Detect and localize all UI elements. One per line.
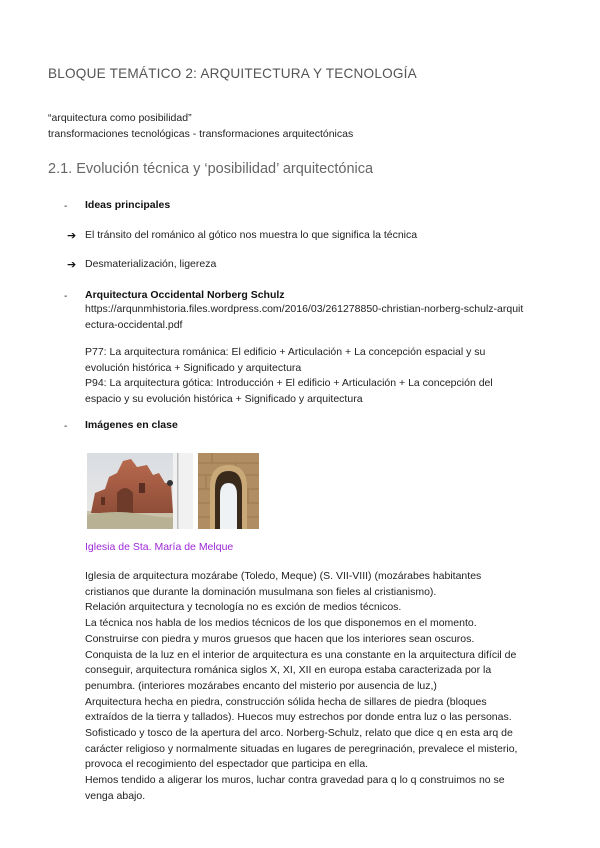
body-paragraph (85, 569, 517, 805)
church-exterior-photo (87, 453, 193, 529)
body-line: Arquitectura hecha en piedra, construcción sólida hecha de sillares de piedra (bloques (85, 695, 487, 708)
bullet-dash: - (64, 291, 68, 302)
bullet-dash: - (64, 421, 68, 432)
body-line: Iglesia de arquitectura mozárabe (Toledo, Meque) (S. VII-VIII) (mozárabes habitantes (85, 570, 482, 582)
horseshoe-arch-photo (198, 453, 259, 529)
ideas-heading: Ideas principales (85, 199, 171, 211)
body-line: venga abajo. (85, 789, 146, 802)
body-line: provoca el recogimiento del espectador que participa en ella. (85, 758, 369, 771)
bullet-dash: - (64, 201, 68, 212)
body-line: Conquista de la luz en el interior de arquitectura es una constante en la arquitectura difícil de (85, 648, 517, 661)
arq-heading: Arquitectura Occidental Norberg Schulz (85, 289, 285, 301)
body-line: Construirse con piedra y muros gruesos que hacen que los interiores sean oscuros. (85, 632, 475, 645)
arrow-icon: ➔ (67, 230, 77, 242)
note-line: P77: La arquitectura románica: El edificio + Articulación + La concepción espacial y su (85, 346, 486, 358)
body-line: Sofisticado y tosco de la apertura del arco. Norberg-Schulz, relato que dice q en esta arq de (85, 727, 513, 740)
subtitle-line: transformaciones tecnológicas - transformaciones arquitectónicas (48, 128, 354, 140)
note-line: espacio y su evolución histórica + Significado y arquitectura (85, 393, 363, 406)
idea-item: El tránsito del románico al gótico nos muestra lo que significa la técnica (85, 229, 418, 241)
body-line: extraídos de la tierra y tallados). Huecos muy estrechos por donde entra luz o las personas. (85, 711, 512, 724)
body-line: Hemos tendido a aligerar los muros, luchar contra gravedad para q lo q construimos no se (85, 774, 505, 787)
section-title: 2.1. Evolución técnica y ‘posibilidad’ arquitectónica (48, 161, 374, 177)
imagenes-heading: Imágenes en clase (85, 419, 178, 431)
body-line: conseguir, arquitectura románica siglos X, XI, XII en europa estaba caracterizada por la (85, 664, 492, 677)
link-line[interactable]: ectura-occidental.pdf (85, 318, 183, 331)
image-caption: Iglesia de Sta. María de Melque (85, 541, 234, 553)
note-line: evolución histórica + Significado y arquitectura (85, 361, 302, 374)
body-line: carácter religioso y normalmente situadas en lugares de peregrinación, prevalece el misterio, (85, 742, 518, 755)
body-line: penumbra. (interiores mozárabes encanto del misterio por ausencia de luz,) (85, 679, 437, 692)
note-line: P94: La arquitectura gótica: Introducción + El edificio + Articulación + La concepción del (85, 377, 493, 390)
quote-line: “arquitectura como posibilidad” (48, 112, 192, 124)
body-line: La técnica nos habla de los medios técnicos de los que disponemos en el momento. (85, 617, 477, 630)
body-line: cristianos que durante la dominación musulmana son fieles al cristianismo). (85, 585, 437, 598)
arrow-icon: ➔ (67, 259, 77, 271)
block-title: BLOQUE TEMÁTICO 2: ARQUITECTURA Y TECNOLOGÍA (48, 66, 417, 81)
reference-link[interactable] (85, 302, 523, 333)
link-line[interactable]: https://arqunmhistoria.files.wordpress.com/2016/03/261278850-christian-norberg-schulz-arquit (85, 303, 524, 315)
page-notes (85, 345, 493, 408)
body-line: Relación arquitectura y tecnología no es exción de medios técnicos. (85, 601, 402, 614)
idea-item: Desmaterialización, ligereza (85, 258, 217, 270)
